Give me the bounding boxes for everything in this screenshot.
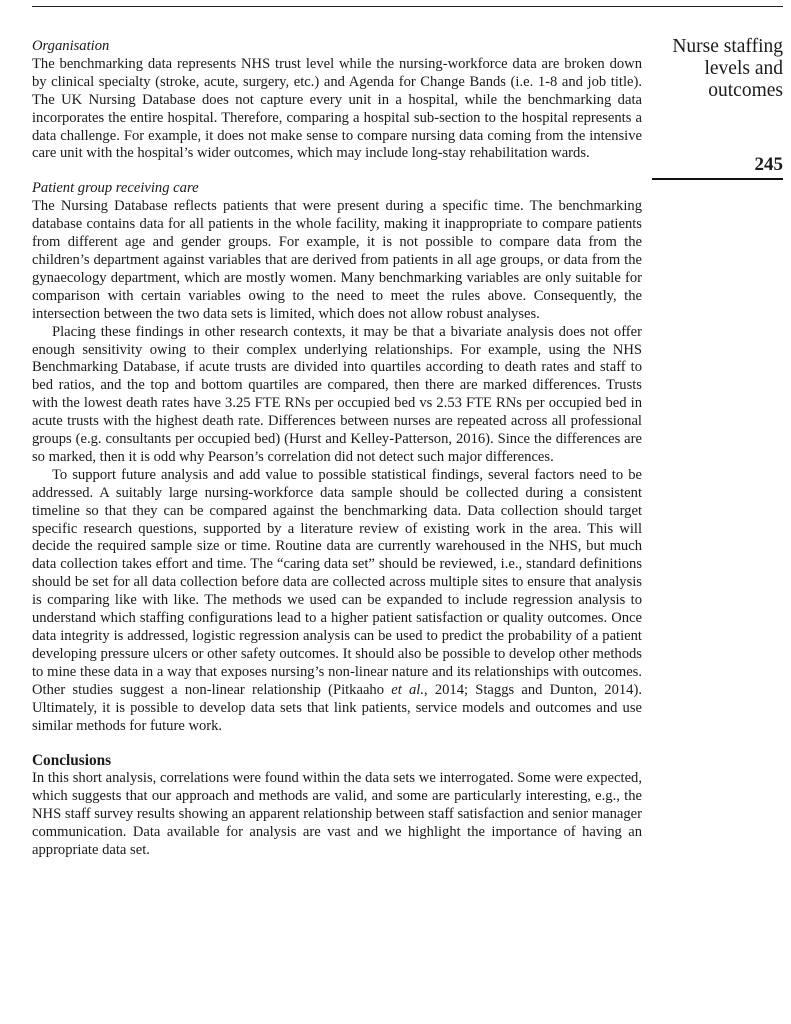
paragraph-patient-group-2: Placing these findings in other research contexts, it may be that a bivariate analysis does not offer enough sensitivity owing to their complex underlying relationships. For example, using the NHS Benchmarking Database, if acute trusts are divided into quartiles according to death rates and staff to bed ratios, and the top and bottom quartiles are compared, then there are marked differences. Trusts with the lowest death rates have 3.25 FTE RNs per occupied bed vs 2.53 FTE RNs per occupied bed in acute trusts with the highest death rate. Differences between nurses are repeated across all professional groups (e.g. consultants per occupied bed) (Hurst and Kelley-Patterson, 2016). Since the differences are so marked, then it is odd why Pearson’s correlation did not detect such major differences. bbox=[32, 323, 642, 465]
paragraph-organisation: The benchmarking data represents NHS trust level while the nursing-workforce data are broken down by clinical specialty (stroke, acute, surgery, etc.) and Agenda for Change Bands (i.e. 1-8 and job title). The UK Nursing Database does not capture every unit in a hospital, while the benchmarking data incorporates the entire hospital. Therefore, comparing a hospital sub-section to the hospital represents a data challenge. For example, it does not make sense to compare nursing data coming from the intensive care unit with the hospital’s wider outcomes, which may include long-stay rehabilitation wards. bbox=[32, 55, 642, 162]
paragraph-patient-group-1: The Nursing Database reflects patients that were present during a specific time. The benchmarking database contains data for all patients in the whole facility, making it inappropriate to compare patients from different age and gender groups. For example, it is not possible to compare data from the children’s department against variables that are derived from patients in all age groups, or data from the gynaecology department, which are mostly women. Many benchmarking variables are only suitable for comparison with certain variables owing to the need to meet the rules above. Consequently, the intersection between the two data sets is limited, which does not allow robust analyses. bbox=[32, 198, 642, 322]
paragraph-text: , 2014; Staggs and Dunton, 2014). Ultimately, it is possible to develop data sets that link patients, service models and outcomes and use similar methods for future work. bbox=[32, 681, 642, 734]
running-title-line: Nurse staffing bbox=[672, 36, 783, 57]
section-title-organisation: Organisation bbox=[32, 38, 110, 54]
paragraph-text: To support future analysis and add value to possible statistical findings, several factors need to be addressed. A suitably large nursing-workforce data sample should be collected during a consistent timeline so that they can be compared against the benchmarking data. Data collection should target specific research questions, supported by a literature review of existing work in the area. This will decide the required sample size or time. Routine data are currently warehoused in the NHS, but much data collection takes effort and time. The “caring data set” should be reviewed, i.e., standard definitions should be set for all data collection before data are collected across multiple sites to ensure that analysis is comparing like with like. The methods we used can be expanded to include regression analysis to understand which staffing configurations lead to a higher patient satisfaction or quality outcomes. Once data integrity is addressed, logistic regression analysis can be used to predict the probability of a patient developing pressure ulcers or other safety outcomes. It should also be possible to develop other methods to mine these data in a way that exposes nursing’s non-linear nature and its relationships with outcomes. Other studies suggest a non-linear relationship (Pitkaaho bbox=[32, 466, 642, 698]
section-title-conclusions: Conclusions bbox=[32, 752, 112, 770]
page-number: 245 bbox=[754, 154, 783, 175]
top-rule bbox=[32, 6, 783, 7]
et-al-italic: et al. bbox=[391, 681, 424, 698]
section-title-patient-group: Patient group receiving care bbox=[32, 180, 199, 197]
running-header bbox=[652, 36, 783, 175]
page-number-rule bbox=[652, 178, 783, 180]
running-title bbox=[652, 36, 783, 102]
running-title-line: outcomes bbox=[708, 80, 783, 101]
paragraph-conclusions: In this short analysis, correlations were found within the data sets we interrogated. Some were expected, which suggests that our approach and methods are valid, and some are particularly interesting, e.g., the NHS staff survey results showing an apparent relationship between staff satisfaction and senior manager communication. Data available for analysis are vast and we highlight the importance of having an appropriate data set. bbox=[32, 770, 642, 858]
article-body bbox=[32, 38, 642, 860]
paragraph-patient-group-3 bbox=[32, 467, 642, 736]
running-title-line: levels and bbox=[704, 58, 783, 79]
